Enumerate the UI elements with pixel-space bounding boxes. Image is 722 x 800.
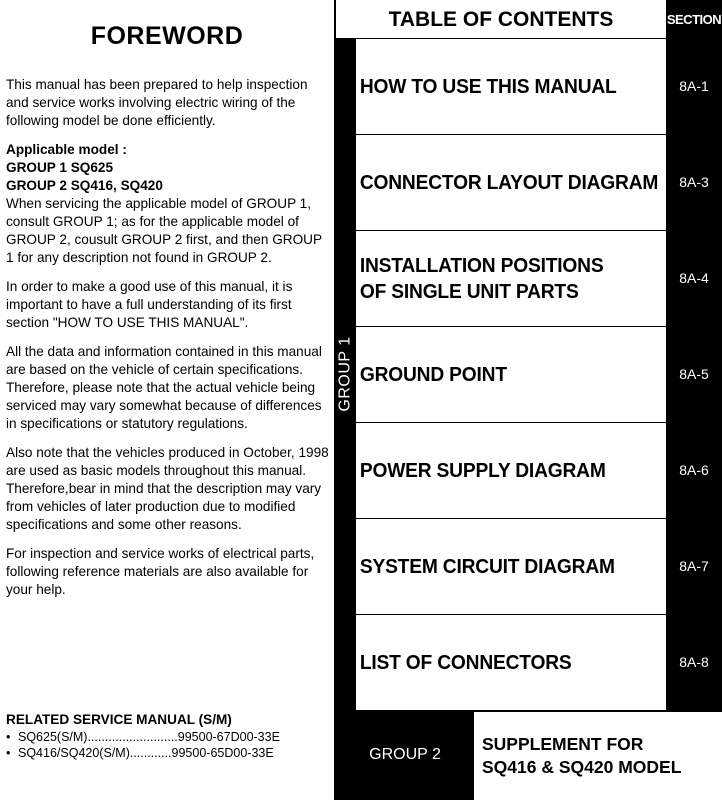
related-manuals <box>6 712 332 761</box>
data-paragraph: All the data and information contained in this manual are based on the vehicle of certain specifications. Therefore, please note that the actual vehicle being serviced may vary somewhat because of differences in specifications or statutory regulations. <box>6 344 322 431</box>
toc-item-label-line: GROUND POINT <box>359 363 507 386</box>
reference-paragraph: For inspection and service works of electrical parts, following reference materials are also available for your help. <box>6 546 315 597</box>
toc-item-label-line: CONNECTOR LAYOUT DIAGRAM <box>359 171 659 194</box>
toc-title: TABLE OF CONTENTS <box>388 8 614 31</box>
toc-item-label <box>356 74 617 100</box>
toc-item-label <box>356 458 606 484</box>
applicable-heading: Applicable model : <box>6 142 127 157</box>
supplement-box[interactable] <box>474 710 722 800</box>
applicable-model-block <box>6 141 332 267</box>
production-paragraph: Also note that the vehicles produced in October, 1998 are used as basic models throughout this manual. Therefore,bear in mind that the description may vary from vehicles of later production due to modified specifications and some other reasons. <box>6 445 329 532</box>
toc-item-label-line: SYSTEM CIRCUIT DIAGRAM <box>359 555 615 578</box>
related-heading: RELATED SERVICE MANUAL (S/M) <box>6 712 232 727</box>
use-paragraph: In order to make a good use of this manual, it is important to have a full understanding of its first section "HOW TO USE THIS MANUAL". <box>6 279 293 330</box>
supplement-line: SQ416 & SQ420 MODEL <box>482 757 682 777</box>
toc-item-label-line: OF SINGLE UNIT PARTS <box>359 280 579 303</box>
group1-model-line: GROUP 1 SQ625 <box>6 160 114 175</box>
section-code[interactable]: 8A-6 <box>679 462 709 478</box>
toc-item-label <box>356 253 603 305</box>
related-item <box>6 745 332 761</box>
section-code[interactable]: 8A-4 <box>679 270 709 286</box>
group1-label-text: GROUP 1 <box>337 336 355 412</box>
toc-item-label-line: LIST OF CONNECTORS <box>359 651 572 674</box>
toc-item-label-line: HOW TO USE THIS MANUAL <box>359 75 617 98</box>
section-code[interactable]: 8A-7 <box>679 558 709 574</box>
section-code[interactable]: 8A-1 <box>679 78 709 94</box>
toc-item-system-circuit[interactable] <box>356 518 666 614</box>
toc-item-label <box>356 554 615 580</box>
toc-item-how-to-use[interactable] <box>356 38 666 134</box>
foreword-panel <box>0 0 334 800</box>
group2-model-line: GROUP 2 SQ416, SQ420 <box>6 178 163 193</box>
related-item <box>6 729 332 745</box>
foreword-title: FOREWORD <box>90 22 244 50</box>
toc-item-power-supply[interactable] <box>356 422 666 518</box>
supplement-line: SUPPLEMENT FOR <box>482 734 644 754</box>
section-code[interactable]: 8A-5 <box>679 366 709 382</box>
group2-box <box>336 710 474 800</box>
toc-item-connector-layout[interactable] <box>356 134 666 230</box>
toc-item-label-line: POWER SUPPLY DIAGRAM <box>359 459 606 482</box>
toc-item-list-of-connectors[interactable] <box>356 614 666 710</box>
toc-item-ground-point[interactable] <box>356 326 666 422</box>
toc-item-label-line: INSTALLATION POSITIONS <box>359 254 604 277</box>
bullet-icon: • <box>6 730 11 744</box>
section-code[interactable]: 8A-3 <box>679 174 709 190</box>
related-item-text: SQ416/SQ420(S/M)............99500-65D00-33E <box>18 746 274 760</box>
toc-item-label <box>356 650 572 676</box>
toc-item-installation-positions[interactable] <box>356 230 666 326</box>
related-item-text: SQ625(S/M)..........................99500-67D00-33E <box>18 730 280 744</box>
section-code[interactable]: 8A-8 <box>679 654 709 670</box>
group2-label: GROUP 2 <box>369 746 441 763</box>
bullet-icon: • <box>6 746 11 760</box>
section-header: SECTION <box>666 0 722 38</box>
group1-label <box>336 38 356 710</box>
toc-item-label <box>356 170 658 196</box>
foreword-body <box>6 76 332 610</box>
servicing-text: When servicing the applicable model of GROUP 1, consult GROUP 1; as for the applicable model of GROUP 2, cousult GROUP 2 first, and then GROUP 1 for any description not found in GROUP 2. <box>6 196 322 265</box>
intro-paragraph: This manual has been prepared to help inspection and service works involving electric wiring of the following model be done efficiently. <box>6 77 308 128</box>
toc-item-label <box>356 362 507 388</box>
